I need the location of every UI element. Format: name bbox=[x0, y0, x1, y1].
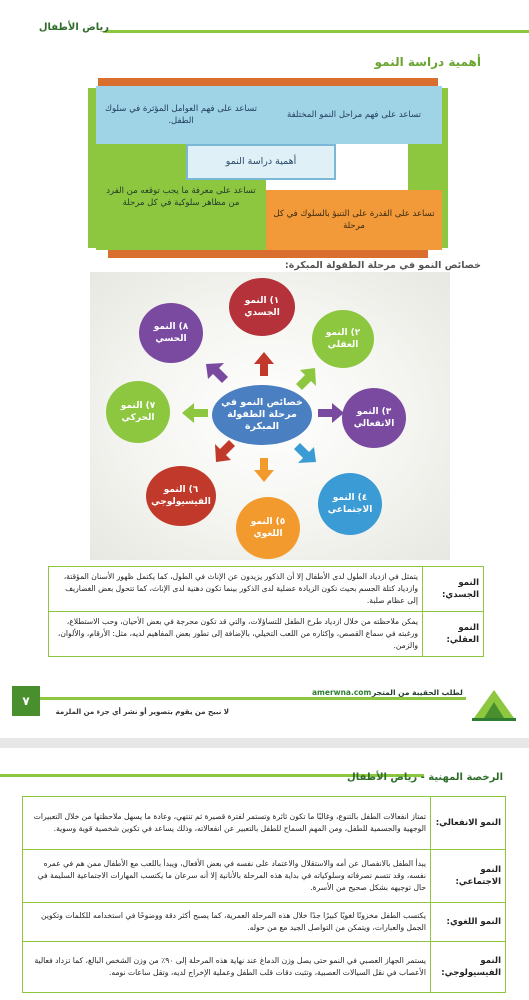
header-title: الرخصة المهنية - رياض الأطفال bbox=[347, 772, 503, 783]
block-bottom-right: تساعد على القدرة على التنبؤ بالسلوك في كل مرحلة bbox=[266, 190, 442, 250]
block-top-left: تساعد على فهم العوامل المؤثرة في سلوك الطفل. bbox=[96, 86, 266, 144]
growth-table-2 bbox=[22, 796, 506, 993]
block-top-right: تساعد على فهم مراحل النمو المختلفة bbox=[266, 86, 442, 144]
page-number-badge bbox=[12, 686, 40, 716]
arrow-left bbox=[182, 403, 208, 423]
arrow-down bbox=[254, 458, 274, 482]
cycle-item-physiological: ٦) النمو الفيسيولوجي bbox=[146, 466, 216, 526]
arrow-down-left bbox=[215, 440, 235, 462]
diagram-center: أهمية دراسة النمو bbox=[186, 144, 336, 180]
arrow-up-right bbox=[296, 368, 316, 390]
footer-notice: لا نبيح من يقوم بتصوير أو نشر أي جزء من الملزمة bbox=[55, 708, 229, 716]
page-number: ٧ bbox=[22, 694, 30, 708]
table-row bbox=[49, 612, 484, 657]
row-label: النمو الاجتماعي: bbox=[431, 850, 506, 903]
row-label: النمو العقلي: bbox=[423, 612, 484, 657]
header-title: رياض الأطفال bbox=[38, 22, 109, 33]
store-logo-icon bbox=[470, 684, 518, 724]
cycle-item-physical: ١) النمو الجسدي bbox=[229, 278, 295, 336]
table-row bbox=[23, 850, 506, 903]
arrow-right bbox=[318, 403, 344, 423]
cycle-item-mental: ٢) النمو العقلي bbox=[312, 310, 374, 368]
header-line bbox=[105, 30, 529, 33]
cycle-item-emotional: ٣) النمو الانفعالي bbox=[342, 388, 406, 448]
row-label: النمو الفيسيولوجي: bbox=[431, 942, 506, 993]
row-label: النمو الجسدي: bbox=[423, 567, 484, 612]
table-row bbox=[23, 942, 506, 993]
cycle-center: خصائص النمو في مرحلة الطفولة المبكرة bbox=[212, 385, 312, 445]
table-row bbox=[23, 903, 506, 942]
row-label: النمو الانفعالي: bbox=[431, 797, 506, 850]
row-text: يكتسب الطفل مخزونًا لغويًا كبيرًا جدًا خلال هذه المرحلة العمرية، كما يصبح أكثر دقة ووضوحًا في استخدامه للكلمات وتكوين الجمل والعبارات، ويتمكن من التواصل الجيد مع من حوله. bbox=[23, 903, 431, 942]
cycle-item-motor: ٧) النمو الحركي bbox=[106, 381, 170, 443]
row-text: يمكن ملاحظته من خلال ازدياد طرح الطفل للتساؤلات، والتي قد تكون محرجة في بعض الأحيان، وحب الاستطلاع، ورغبته في سماع القصص، وإكثاره من اللعب التخيلي، بالإضافة إلى تطور بعض المفاهيم لديه، مثل: الأرقام، والألوان، والزمن. bbox=[49, 612, 423, 657]
cycle-item-linguistic: ٥) النمو اللغوي bbox=[236, 497, 300, 559]
cycle-item-sensory: ٨) النمو الحسي bbox=[139, 303, 203, 363]
cycle-item-social: ٤) النمو الاجتماعي bbox=[318, 473, 382, 535]
arrow-down-right bbox=[294, 443, 316, 463]
table-row bbox=[23, 797, 506, 850]
table-row bbox=[49, 567, 484, 612]
growth-table-1 bbox=[48, 566, 484, 657]
row-text: يستمر الجهاز العصبي في النمو حتى يصل وزن الدماغ عند نهاية هذه المرحلة إلى ٩٠٪ من وزن الشخص البالغ، كما تزداد فعالية الأعصاب في نقل السيالات العصبية، وتثبت دقات قلب الطفل وعملية الإخراج لديه، وتقل ساعات نومه. bbox=[23, 942, 431, 993]
footer-site[interactable]: amerwna.com bbox=[312, 688, 372, 697]
section-title: أهمية دراسة النمو bbox=[374, 55, 481, 69]
arrow-up bbox=[254, 352, 274, 376]
row-text: تمتاز انفعالات الطفل بالتنوع، وغالبًا ما تكون ثائرة وتستمر لفترة قصيرة ثم تنتهي، وعادة ما يسهل ملاحظتها من خلال التعبيرات الوجهية والجسمية للطفل، ومن المهم السماح للطفل بالتعبير عن انفعالاته، وذلك يساعد في تكوين شخصية قوية وسوية. bbox=[23, 797, 431, 850]
arrow-up-left bbox=[206, 363, 228, 383]
row-text: يبدأ الطفل بالانفصال عن أمه والاستقلال والاعتماد على نفسه في بعض الأفعال، ويبدأ باللعب مع الأطفال ممن هم في عمره نفسه، وقد تتسم تصرفاته وسلوكياته في بداية هذه المرحلة بالأنانية إلا أنه سرعان ما يكتسب المهارات الاجتماعية السليمة في حال توجيهه بشكل صحيح من الأسرة. bbox=[23, 850, 431, 903]
row-label: النمو اللغوي: bbox=[431, 903, 506, 942]
block-bottom-left: تساعد على معرفة ما يجب توقعه من الفرد من مظاهر سلوكية في كل مرحلة bbox=[96, 144, 266, 250]
cycle-subtitle: خصائص النمو في مرحلة الطفولة المبكرة: bbox=[284, 260, 481, 271]
footer-green-bar bbox=[36, 697, 466, 700]
cycle-arrows bbox=[90, 272, 450, 560]
page-8 bbox=[0, 748, 529, 1000]
row-text: يتمثل في ازدياد الطول لدى الأطفال إلا أن الذكور يزيدون عن الإناث في الطول، كما يكتمل ظهور الأسنان المؤقتة، وازدياد كتلة الجسم بحيث تكون الزيادة عضلية لدى الذكور بينما تكون دهنية لدى الإناث، كما تتحول بعض الغضاريف إلى عظام صلبة. bbox=[49, 567, 423, 612]
footer-order-text: لطلب الحقيبة من المتجر bbox=[372, 688, 463, 697]
